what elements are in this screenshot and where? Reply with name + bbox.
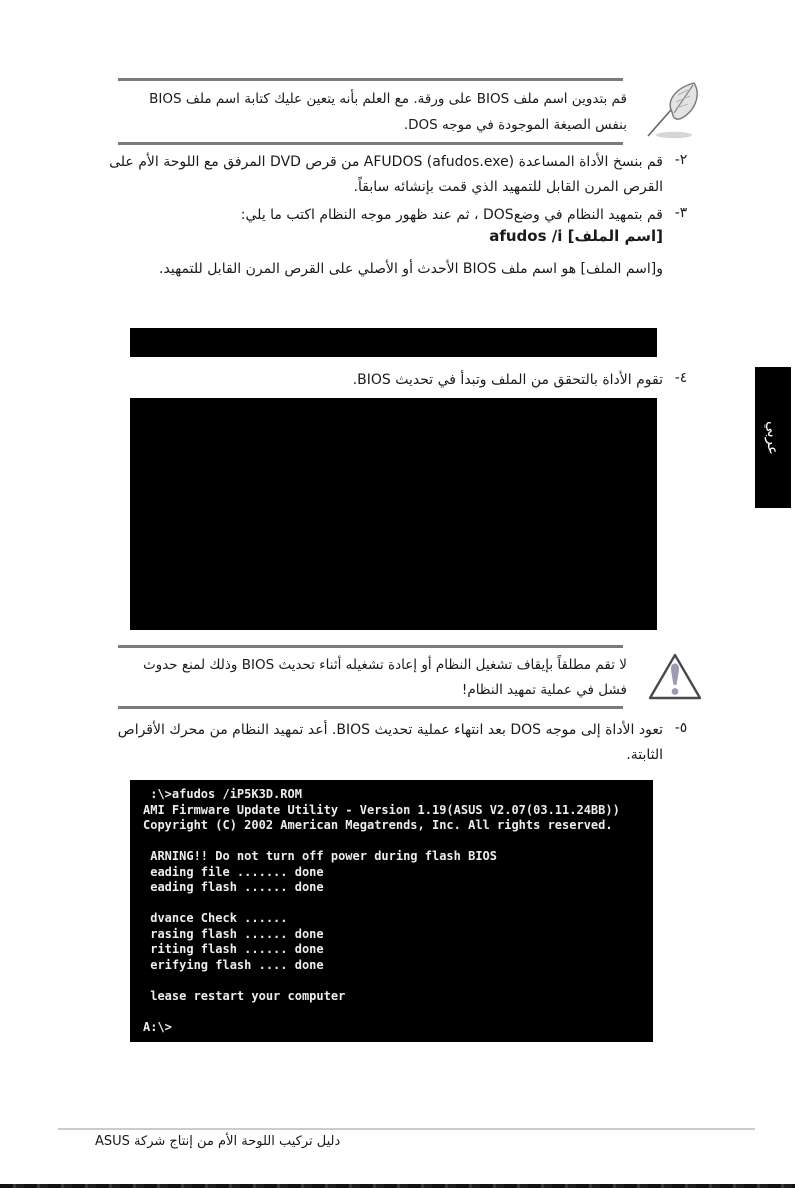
quill-icon <box>638 80 706 142</box>
terminal-line <box>143 973 653 989</box>
language-tab-label: عربي <box>764 420 782 455</box>
console-screenshot-small <box>130 328 657 357</box>
terminal-line: :\>afudos /iP5K3D.ROM <box>143 787 302 801</box>
terminal-line <box>143 1004 653 1020</box>
terminal-line: Copyright (C) 2002 American Megatrends, Inc. All rights reserved. <box>143 818 613 832</box>
language-tab <box>755 367 791 508</box>
terminal-line: AMI Firmware Update Utility - Version 1.19(ASUS V2.07(03.11.24BB)) <box>143 802 620 817</box>
step-3-text: قم بتمهيد النظام في وضعDOS ، ثم عند ظهور موجه النظام اكتب ما يلي: <box>240 207 663 223</box>
warning-text: لا تقم مطلقاً بإيقاف تشغيل النظام أو إعادة تشغيله أثناء تحديث BIOS وذلك لمنع حدوث فشل في عملية تمهيد النظام! <box>142 657 627 698</box>
footer-rule <box>58 1128 755 1130</box>
console-screenshot-large <box>130 398 657 630</box>
terminal-line: ARNING!! Do not turn off power during flash BIOS <box>143 849 498 863</box>
terminal-line: eading file ....... done <box>143 864 324 879</box>
step-5-text: تعود الأداة إلى موجه DOS بعد انتهاء عملية تحديث BIOS. أعد تمهيد النظام من محرك الأقراص الثابتة. <box>117 722 663 763</box>
step-5-number: ٥- <box>674 720 688 736</box>
warning-rule-top <box>118 645 623 648</box>
terminal-line <box>143 896 653 912</box>
note-rule-bottom <box>118 142 623 145</box>
page-edge-artifact <box>0 1184 795 1188</box>
terminal-line: dvance Check ...... <box>143 911 288 925</box>
footer-text: دليل تركيب اللوحة الأم من إنتاج شركة ASUS <box>95 1134 341 1149</box>
terminal-window <box>130 780 653 1042</box>
afudos-command: afudos /i [اسم الملف] <box>489 227 663 245</box>
note-rule-top <box>118 78 623 81</box>
terminal-line: rasing flash ...... done <box>143 926 324 941</box>
note-text: قم بتدوين اسم ملف BIOS على ورقة. مع العلم بأنه يتعين عليك كتابة اسم ملف BIOS بنفس الصيغة الموجودة في موجه DOS. <box>149 91 627 133</box>
step-3-number: ٣- <box>674 205 688 221</box>
warning-icon <box>645 650 705 706</box>
filename-explanation: و[اسم الملف] هو اسم ملف BIOS الأحدث أو الأصلي على القرص المرن القابل للتمهيد. <box>159 261 663 277</box>
step-4-text: تقوم الأداة بالتحقق من الملف وتبدأ في تحديث BIOS. <box>352 372 663 388</box>
terminal-line <box>143 834 653 850</box>
warning-rule-bottom <box>118 706 623 709</box>
terminal-line: erifying flash .... done <box>143 957 324 972</box>
step-4-number: ٤- <box>674 370 688 386</box>
terminal-line: eading flash ...... done <box>143 880 324 894</box>
terminal-line: A:\> <box>143 1019 172 1034</box>
terminal-line: lease restart your computer <box>143 988 346 1003</box>
terminal-line: riting flash ...... done <box>143 942 324 956</box>
step-2-text: قم بنسخ الأداة المساعدة AFUDOS (afudos.exe) من قرص DVD المرفق مع اللوحة الأم على القرص المرن القابل للتمهيد الذي قمت بإنشائه سابقاً. <box>109 154 663 195</box>
step-2-number: ٢- <box>674 152 688 168</box>
